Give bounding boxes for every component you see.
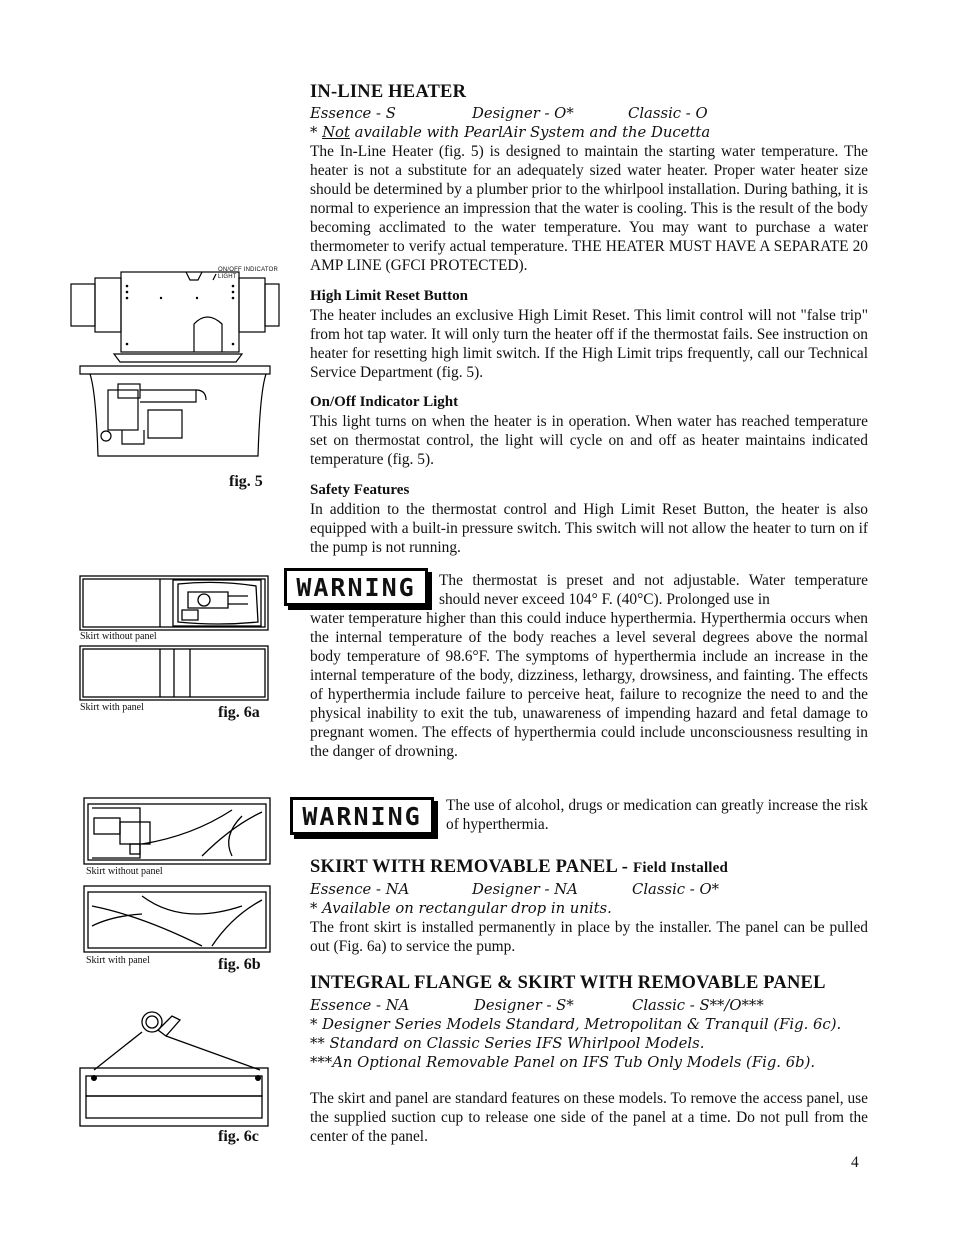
inline-heater-body: The In-Line Heater (fig. 5) is designed to maintain the starting water temperature. The heater is not a substitute for an adequately sized water heater. Proper water heater size should be determined by a plumber prior to the whirlpool installation. During bathing, it is normal to experience an impression that the water is cooling. This is the result of the body becoming acclimated to the water temperature. You may want to purchase a water thermometer to verify actual temperature. THE HEATER MUST HAVE A SEPARATE 20 AMP LINE (GFCI PROTECTED). xyxy=(310,143,868,274)
warning-1-body: water temperature higher than this could induce hyperthermia. Hyperthermia occurs when the internal temperature of the body reaches a level several degrees above the normal body temperature of 98.6°F. The symptoms of hyperthermia include an increase in the internal temperature of the body, dizziness, lethargy, drowsiness, and fainting. The effects of hyperthermia include failure to perceive heat, failure to recognize the need to and the physical inability to exit the tub, unawareness of impending hazard and fetal damage to pregnant women. The effects of hyperthermia could include unconsciousness resulting in the danger of drowning. xyxy=(310,610,868,760)
integral-body: The skirt and panel are standard features on these models. To remove the access panel, use the supplied suction cup to release one side of the panel at a time. Do not pull from the center of the panel. xyxy=(310,1090,868,1145)
integral-model-designer: Designer - S* xyxy=(474,997,574,1014)
section-title-inline-heater: IN-LINE HEATER xyxy=(310,82,467,102)
fig6c-label: fig. 6c xyxy=(218,1128,259,1145)
page-number: 4 xyxy=(851,1154,859,1171)
note-rest: available with PearlAir System and the Ducetta xyxy=(349,124,711,141)
fig6a-label: fig. 6a xyxy=(218,704,260,721)
integral-note-2: ** Standard on Classic Series IFS Whirlpool Models. xyxy=(310,1035,705,1052)
model-classic: Classic - O xyxy=(628,105,708,122)
integral-model-availability xyxy=(310,996,764,1015)
warning-label-2: WARNING xyxy=(290,797,434,835)
warning-label-1: WARNING xyxy=(284,568,428,606)
section-title-integral: INTEGRAL FLANGE & SKIRT WITH REMOVABLE PANEL xyxy=(310,973,826,993)
safety-body: In addition to the thermostat control and High Limit Reset Button, the heater is also equipped with a built-in pressure switch. This switch will not allow the heater to turn on if the pump is not running. xyxy=(310,501,868,556)
fig5-callout-indicator: ON/OFF INDICATOR LIGHT xyxy=(218,267,278,280)
subsection-title-safety: Safety Features xyxy=(310,482,410,498)
integral-model-classic: Classic - S**/O*** xyxy=(632,997,764,1014)
integral-note-1: * Designer Series Models Standard, Metropolitan & Tranquil (Fig. 6c). xyxy=(310,1016,842,1033)
warning-2-body: The use of alcohol, drugs or medication can greatly increase the risk of hyperthermia. xyxy=(446,797,868,833)
section-title-skirt-panel xyxy=(310,857,728,878)
skirt-model-essence: Essence - NA xyxy=(310,881,410,898)
indicator-body: This light turns on when the heater is in operation. When water has reached temperature set on thermostat control, the light will cycle on and off as heater maintains indicated temperature (fig. 5). xyxy=(310,413,868,468)
fig6b-skirt-illustration xyxy=(82,796,272,968)
note-prefix: * xyxy=(310,124,323,141)
skirt-model-classic: Classic - O* xyxy=(632,881,720,898)
skirt-model-availability xyxy=(310,880,719,899)
skirt-title-main: SKIRT WITH REMOVABLE PANEL - xyxy=(310,857,633,877)
fig5-heater-illustration xyxy=(66,262,290,462)
subsection-title-indicator: On/Off Indicator Light xyxy=(310,394,459,410)
skirt-title-small: Field Installed xyxy=(632,860,729,876)
high-limit-body: The heater includes an exclusive High Limit Reset. This limit control will not "false trip" from hot tap water. It will only turn the heater off if the thermostat fails. See instruction on heater for resetting high limit switch. If the High Limit trips frequently, call our Technical Service Department (fig. 5). xyxy=(310,307,868,381)
integral-note-3: ***An Optional Removable Panel on IFS Tub Only Models (Fig. 6b). xyxy=(310,1054,816,1071)
warning-1-first: The thermostat is preset and not adjustable. Water temperature should never exceed 104° F. (40°C). Prolonged use in xyxy=(439,572,868,608)
availability-note xyxy=(310,123,710,142)
fig6b-caption-1: Skirt without panel xyxy=(86,866,163,877)
subsection-title-high-limit: High Limit Reset Button xyxy=(310,288,468,304)
note-underlined: Not xyxy=(322,124,350,141)
fig6a-caption-1: Skirt without panel xyxy=(80,631,157,642)
fig6b-caption-2: Skirt with panel xyxy=(86,955,150,966)
skirt-model-designer: Designer - NA xyxy=(472,881,578,898)
model-designer: Designer - O* xyxy=(472,105,574,122)
fig6c-flange-illustration xyxy=(76,1004,272,1130)
skirt-note: * Available on rectangular drop in units. xyxy=(310,900,612,917)
fig6a-caption-2: Skirt with panel xyxy=(80,702,144,713)
model-essence: Essence - S xyxy=(310,105,396,122)
model-availability xyxy=(310,104,708,123)
skirt-body: The front skirt is installed permanently in place by the installer. The panel can be pulled out (Fig. 6a) to service the pump. xyxy=(310,919,868,955)
fig6b-label: fig. 6b xyxy=(218,956,261,973)
integral-model-essence: Essence - NA xyxy=(310,997,410,1014)
fig5-label: fig. 5 xyxy=(229,473,263,490)
